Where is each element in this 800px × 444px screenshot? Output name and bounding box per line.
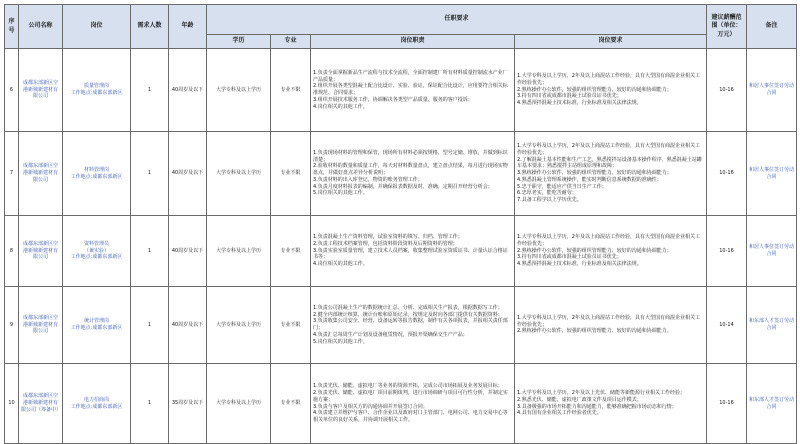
header-duties: 岗位职责 [311,35,515,49]
requirement-item: 2.熟练操作办公软件，较强的组织管理能力、较好的沟通和协调能力； [517,86,672,93]
cell-company: 成都东部新区空港新城新建材有限公司 [19,287,63,364]
duty-item: 5.岗位相关的其他工作。 [313,190,368,197]
cell-headcount: 1 [131,287,169,364]
cell-position: 资料管理员 （兼实验） 工作地点:成都东部新区 [63,216,131,287]
cell-duties [311,364,515,444]
header-position: 岗位 [63,5,131,49]
duty-item: 3.负责实验室质量管理，建立技术人员档案，收集整理试验室资质证书、计量认证合格证书等； [313,247,508,261]
table-row [5,49,797,132]
header-education: 学历 [207,35,271,49]
cell-headcount: 1 [131,49,169,132]
cell-salary: 10-14 [707,287,747,364]
cell-duties [311,287,515,364]
cell-age: 40周岁及以下 [169,49,207,132]
cell-position: 电力招商岗 工作地点:成都东部新区 [63,364,131,444]
cell-salary: 10-16 [707,216,747,287]
cell-job-req [515,364,707,444]
cell-headcount: 1 [131,132,169,216]
cell-job-req [515,287,707,364]
duty-item: 1.负责光伏、储能、虚拟电厂等业务的资源开拓，完成公司市场拓展及业务发展目标； [313,383,503,390]
requirement-item: 3.具备极强的市场开拓能力和沟通能力，能够准确把握市场动态和行情； [517,403,677,410]
cell-major: 专业不限 [271,49,311,132]
header-salary: 建议薪酬范围（单位：万元） [707,5,747,49]
duty-item: 4.负责月度材料报表的编制，并确保报表数据及时、准确，定期召开经营分析会； [313,183,493,190]
cell-job-req [515,216,707,287]
requirement-item: 3.持有四川省或成都市混凝土试验员证书优先； [517,254,622,261]
cell-headcount: 1 [131,364,169,444]
cell-position: 材料管理岗 工作地点:成都东部新区 [63,132,131,216]
requirement-item: 1.大学专科及以上学历，2年及以上商混站工作经验，具有大型国有商混企业相关工作经验优先； [517,143,700,156]
cell-remarks: 和居人事位签订劳动合同 [747,216,797,287]
header-requirements: 任职要求 [207,5,707,35]
duty-item: 2.健全内部统计核算，统计台账和原始记录，按规定及时向各部门提供有关数据资料； [313,311,503,318]
requirement-item: 3.熟练操作办公软件，较强的组织管理能力、较好的沟通和协调能力； [517,170,672,177]
duty-item: 5.岗位相关的其他工作。 [313,338,368,345]
requirement-item: 4.具有国有企业相关工作经验者优先。 [517,410,602,417]
cell-age: 40周岁及以下 [169,287,207,364]
requirement-item: 1.大学专科及以上学历，2年及以上商混站工作经验，具有大型国有商混企业相关工作经验优先； [517,314,700,328]
cell-education: 大学专科及以上学历 [207,132,271,216]
cell-headcount: 1 [131,216,169,287]
requirement-item: 5.忠于职守，能适应产供当日生产工作； [517,183,607,190]
requirement-item: 2.熟练操作办公软件，较强的组织管理能力、较好的沟通和协调能力； [517,247,672,254]
cell-major: 专业不限 [271,132,311,216]
table-row [5,132,797,216]
table-row [5,364,797,444]
header-remarks: 备注 [747,5,797,49]
header-major: 专业 [271,35,311,49]
cell-salary: 10-16 [707,49,747,132]
duty-item: 2.负责工程技术档案管理，包括资料阶段资料及后期资料的管理； [313,240,458,247]
cell-position: 统计管理岗 工作地点:成都东部新区 [63,287,131,364]
duty-item: 3.负责与客户及相关方的沟通协调并开展签订合同； [313,403,428,410]
cell-seq: 9 [5,287,19,364]
cell-seq: 7 [5,132,19,216]
cell-education: 大学专科及以上学历 [207,49,271,132]
cell-remarks: 和居人事位签订劳动合同 [747,49,797,132]
header-company: 公司名称 [19,5,63,49]
duty-item: 3.负责收集公司安全、经营、设备运转等报告数据，制作有关各项报表，并报相关责任部门； [313,318,508,331]
cell-company: 成都东部新区空港新城新建材有限公司 [19,49,63,132]
cell-company: 成都东部新区空港新城新建材有限公司（筹备中） [19,364,63,444]
cell-remarks: 和东部人才签订劳动合同 [747,364,797,444]
cell-duties [311,49,515,132]
cell-position: 质量管理岗 工作地点:成都东部新区 [63,49,131,132]
requirement-item: 2.了解混凝土基本性能和生产工艺，熟悉搅拌站设备基本操作程序，熟悉混凝土站罐车基本要求；熟悉搅拌主站组成原理和故障； [517,156,702,170]
duty-item: 2.负责光伏、储能、虚拟电厂项目前期谈判，进行市场调研与项目可行性分析，并制定实施方案； [313,390,508,403]
requirement-item: 3.持有四川省或成都市混凝土试验员证书优先； [517,93,622,100]
requirement-item: 1.大学专科及以上学历，2年及以上商混站工作经验，具有大型国有商混企业相关工作经验优先； [517,234,700,247]
duty-item: 4.岗位相关的其他工作。 [313,261,368,268]
requirement-item: 2.熟练操作办公软件，较强的组织管理能力、较好的沟通和协调能力。 [517,328,672,335]
cell-age: 40周岁及以下 [169,216,207,287]
duty-item: 1.负责现场材料的管理和保管，现场所有材料必须按规格、型号定储、堆放，并做到标识清楚； [313,149,508,163]
cell-education: 大学专科及以上学历 [207,216,271,287]
duty-item: 2.组织开展各类型混凝土配合比设计、实验、验证，保证配合比设计，应用要符合相关标准规范、合同要求； [313,83,508,96]
duty-item: 3.负责材料的出入库登记，物资的账务管理工作； [313,176,423,183]
cell-seq: 6 [5,49,19,132]
recruitment-table [4,4,797,444]
cell-seq: 10 [5,364,19,444]
duty-item: 3.组织开展技术服务工作，协调解决各类型产品质量、服务的客户投诉； [313,96,473,103]
table-row [5,287,797,364]
header-headcount: 需求人数 [131,5,169,49]
duty-item: 1.负责全面掌握新品生产流程与技术全流程，全面控制建厂所有材料质量控制流水产业厂产品质量； [313,69,508,83]
requirement-item: 7.具备工程学以上学历优先。 [517,197,582,204]
duty-item: 4.负责汇总每周生产计划及设备租赁情况，预报开渠确保交生产产品； [313,331,468,338]
requirement-item: 1.大学专科及以上学历，2年及以上商混站工作经验，具有大型国有商混企业相关工作经验优先； [517,73,700,86]
table-body [5,49,797,444]
cell-education: 大学专科及以上学历 [207,287,271,364]
duty-item: 4.负责建立并维护与客户、合作企业以及政府对口主管部门、电网公司、电力交易中心等相关单位的良好关系，并协调开展相关工作。 [313,410,508,423]
recruitment-table-wrapper [4,4,796,444]
cell-job-req [515,132,707,216]
cell-remarks: 和居人事位签订劳动合同 [747,132,797,216]
cell-salary: 10-16 [707,132,747,216]
header-seq: 序号 [5,5,19,49]
cell-job-req [515,49,707,132]
header-job-req: 岗位要求 [515,35,707,49]
cell-major: 专业不限 [271,364,311,444]
cell-remarks: 和东部人才签订劳动合同 [747,287,797,364]
cell-age: 40周岁及以下 [169,132,207,216]
header-age: 年龄 [169,5,207,49]
cell-salary: 10-16 [707,364,747,444]
cell-major: 专业不限 [271,287,311,364]
cell-duties [311,132,515,216]
requirement-item: 1.大学专科及以上学历，2年及以上光伏、储能等新能源行业相关工作经验； [517,390,685,396]
duty-item: 4.岗位相关的其他工作。 [313,103,368,110]
duty-item: 2.验收材料的数量和质量工作，每天对材料数量盘点，建立盘点结果，每月进行现场实物盘点，并做好盘点差异分析说明； [313,163,508,177]
cell-company: 成都东部新区空港新城新建材有限公司 [19,132,63,216]
requirement-item: 2.熟悉光伏、储能、虚拟电厂政策文件及项目运作模式； [517,396,642,403]
duty-item: 1.负责公司混凝土生产的数据统计汇总、分析、完成相关生产报表，根据数据写工作； [313,304,503,311]
cell-duties [311,216,515,287]
cell-seq: 8 [5,216,19,287]
duty-item: 1.负责混凝土生产资料管理，试验室资料的填写、归档、管理工作； [313,234,463,241]
cell-education: 大学专科及以上学历 [207,364,271,444]
cell-age: 35周岁及以下 [169,364,207,444]
requirement-item: 4.熟悉预拌混凝土技术标准，行业标准及相关法律法规。 [517,261,642,268]
requirement-item: 6.忠厚老实，能吃苦耐劳； [517,190,577,197]
requirement-item: 4.熟悉混凝土管理系统操作，能实时判断信息系统数据的准确性； [517,176,662,183]
cell-company: 成都东部新区空港新城新建材有限公司 [19,216,63,287]
requirement-item: 4.熟悉预拌混凝土技术标准，行业标准及相关法律法规。 [517,100,642,107]
cell-major: 专业不限 [271,216,311,287]
table-row [5,216,797,287]
